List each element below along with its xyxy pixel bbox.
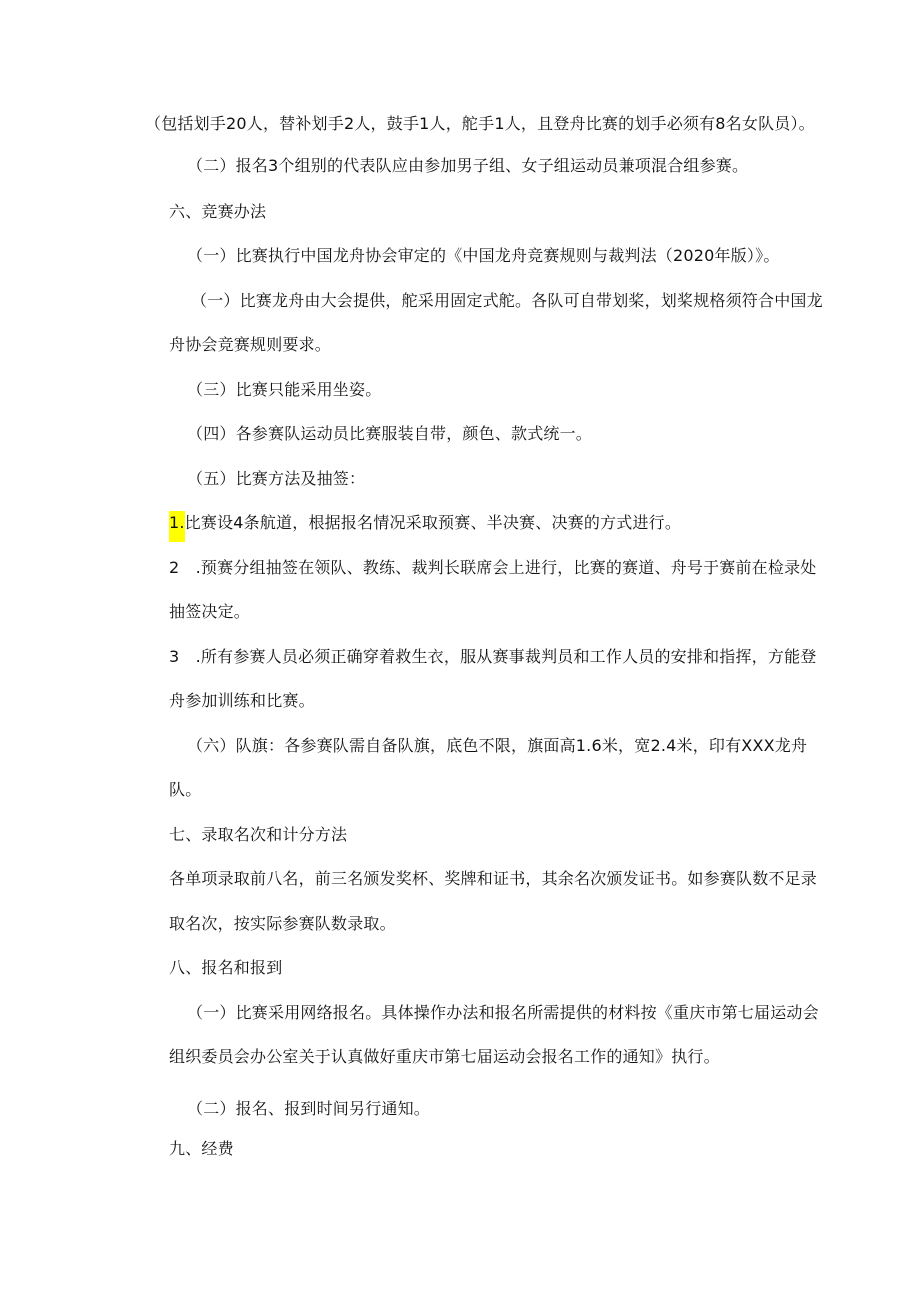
- section-heading: 九、经费: [169, 1139, 234, 1158]
- text-line: 各单项录取前八名，前三名颁发奖杯、奖牌和证书，其余名次颁发证书。如参赛队数不足录: [169, 869, 818, 888]
- text-line: （二）报名3个组别的代表队应由参加男子组、女子组运动员兼项混合组参赛。: [187, 156, 749, 175]
- section-heading: 七、录取名次和计分方法: [169, 825, 348, 844]
- text-line: （一）比赛采用网络报名。具体操作办法和报名所需提供的材料按《重庆市第七届运动会: [187, 1003, 819, 1022]
- text-line: 舟协会竞赛规则要求。: [169, 335, 332, 354]
- text-line: （二）报名、报到时间另行通知。: [187, 1099, 431, 1118]
- text-line: 队。: [169, 780, 202, 799]
- text-line: （三）比赛只能采用坐姿。: [187, 380, 382, 399]
- section-heading: 八、报名和报到: [169, 958, 283, 977]
- text-line: （五）比赛方法及抽签：: [187, 469, 366, 488]
- text-line: （包括划手20人，替补划手2人，鼓手1人，舵手1人，且登舟比赛的划手必须有8名女队员）。: [145, 114, 815, 133]
- text-line: （四）各参赛队运动员比赛服装自带，颜色、款式统一。: [187, 424, 593, 443]
- highlighted-list-item: [169, 513, 681, 533]
- text-line: 舟参加训练和比赛。: [169, 691, 315, 710]
- text-line: 取名次，按实际参赛队数录取。: [169, 914, 396, 933]
- text-line: （一）比赛执行中国龙舟协会审定的《中国龙舟竞赛规则与裁判法（2020年版）》。: [187, 246, 780, 265]
- text-line: （六）队旗：各参赛队需自备队旗，底色不限，旗面高1.6米，宽2.4米，印有XXX龙舟: [187, 736, 808, 755]
- text-line: 2 .预赛分组抽签在领队、教练、裁判长联席会上进行，比赛的赛道、舟号于赛前在检录处: [169, 558, 817, 577]
- highlight-marker: 1.: [169, 511, 185, 542]
- text-line: 组织委员会办公室关于认真做好重庆市第七届运动会报名工作的通知》执行。: [169, 1047, 720, 1066]
- text-line: 抽签决定。: [169, 602, 251, 621]
- text-line: 3 .所有参赛人员必须正确穿着救生衣，服从赛事裁判员和工作人员的安排和指挥，方能登: [169, 647, 817, 666]
- section-heading: 六、竞赛办法: [169, 202, 267, 221]
- list-item-text: 比赛设4条航道，根据报名情况采取预赛、半决赛、决赛的方式进行。: [184, 513, 682, 532]
- text-line: （一）比赛龙舟由大会提供，舵采用固定式舵。各队可自带划桨，划桨规格须符合中国龙: [191, 291, 823, 310]
